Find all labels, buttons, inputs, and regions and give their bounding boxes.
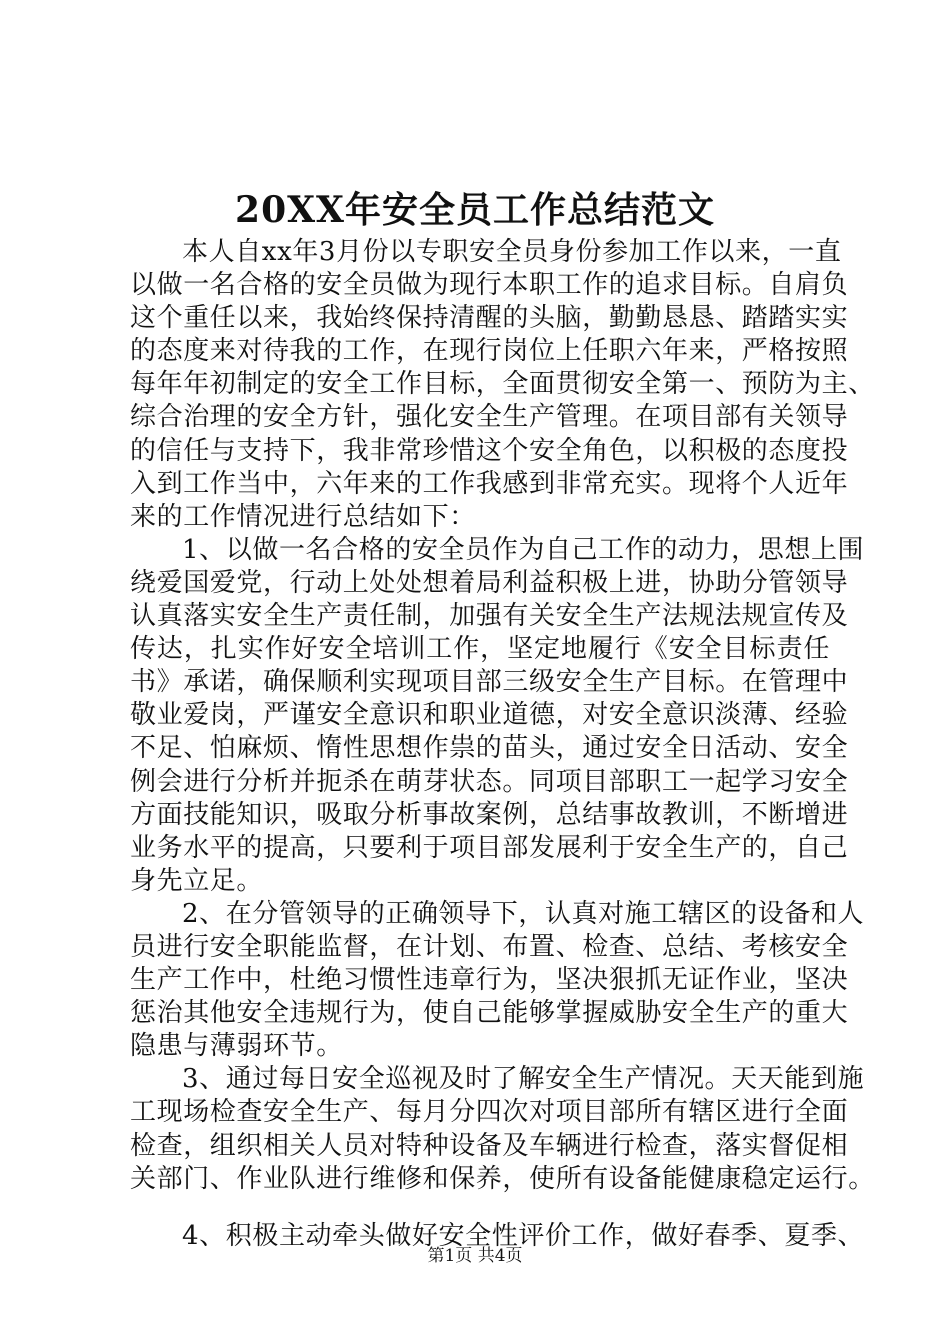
text-line: 员进行安全职能监督，在计划、布置、检查、总结、考核安全	[130, 931, 849, 962]
text-line: 检查，组织相关人员对特种设备及车辆进行检查，落实督促相	[130, 1130, 849, 1161]
text-line: 工现场检查安全生产、每月分四次对项目部所有辖区进行全面	[130, 1097, 849, 1128]
text-line: 这个重任以来，我始终保持清醒的头脑，勤勤恳恳、踏踏实实	[130, 303, 849, 334]
text-line: 传达，扎实作好安全培训工作，坚定地履行《安全目标责任	[130, 634, 830, 665]
text-line: 3、通过每日安全巡视及时了解安全生产情况。天天能到施	[182, 1064, 865, 1095]
text-line: 隐患与薄弱环节。	[130, 1031, 343, 1062]
text-line: 敬业爱岗，严谨安全意识和职业道德，对安全意识淡薄、经验	[130, 700, 849, 731]
text-line: 例会进行分析并扼杀在萌芽状态。同项目部职工一起学习安全	[130, 766, 849, 797]
text-line: 的信任与支持下，我非常珍惜这个安全角色，以积极的态度投	[130, 435, 849, 466]
paragraph-gap	[130, 1196, 830, 1220]
text-line: 4、积极主动牵头做好安全性评价工作，做好春季、夏季、	[182, 1220, 865, 1251]
text-line: 绕爱国爱党，行动上处处想着局利益积极上进，协助分管领导	[130, 567, 849, 598]
document-title: 20XX年安全员工作总结范文	[235, 189, 715, 231]
text-line: 以做一名合格的安全员做为现行本职工作的追求目标。自肩负	[130, 270, 849, 301]
document-body	[130, 236, 875, 1253]
text-line: 认真落实安全生产责任制，加强有关安全生产法规法规宣传及	[130, 601, 849, 632]
text-line: 方面技能知识，吸取分析事故案例，总结事故教训，不断增进	[130, 799, 849, 830]
text-line: 不足、怕麻烦、惰性思想作祟的苗头，通过安全日活动、安全	[130, 733, 849, 764]
text-line: 业务水平的提高，只要利于项目部发展利于安全生产的，自己	[130, 832, 849, 863]
text-line: 来的工作情况进行总结如下：	[130, 501, 476, 532]
text-line: 2、在分管领导的正确领导下，认真对施工辖区的设备和人	[182, 898, 865, 929]
text-line: 本人自xx年3月份以专职安全员身份参加工作以来，一直	[182, 237, 842, 267]
text-line: 每年年初制定的安全工作目标，全面贯彻安全第一、预防为主、	[130, 369, 875, 400]
text-line: 的态度来对待我的工作，在现行岗位上任职六年来，严格按照	[130, 336, 849, 367]
text-line: 书》承诺，确保顺利实现项目部三级安全生产目标。在管理中	[130, 667, 849, 698]
text-line: 身先立足。	[130, 865, 264, 896]
text-line: 入到工作当中，六年来的工作我感到非常充实。现将个人近年	[130, 468, 849, 499]
text-line: 关部门、作业队进行维修和保养，使所有设备能健康稳定运行。	[130, 1163, 875, 1194]
text-line: 惩治其他安全违规行为，使自己能够掌握威胁安全生产的重大	[130, 998, 849, 1029]
text-line: 综合治理的安全方针，强化安全生产管理。在项目部有关领导	[130, 402, 849, 433]
text-line: 1、以做一名合格的安全员作为自己工作的动力，思想上围	[182, 534, 865, 565]
page-number-footer: 第1页 共4页	[427, 1246, 523, 1266]
text-line: 生产工作中，杜绝习惯性违章行为，坚决狠抓无证作业，坚决	[130, 965, 849, 996]
